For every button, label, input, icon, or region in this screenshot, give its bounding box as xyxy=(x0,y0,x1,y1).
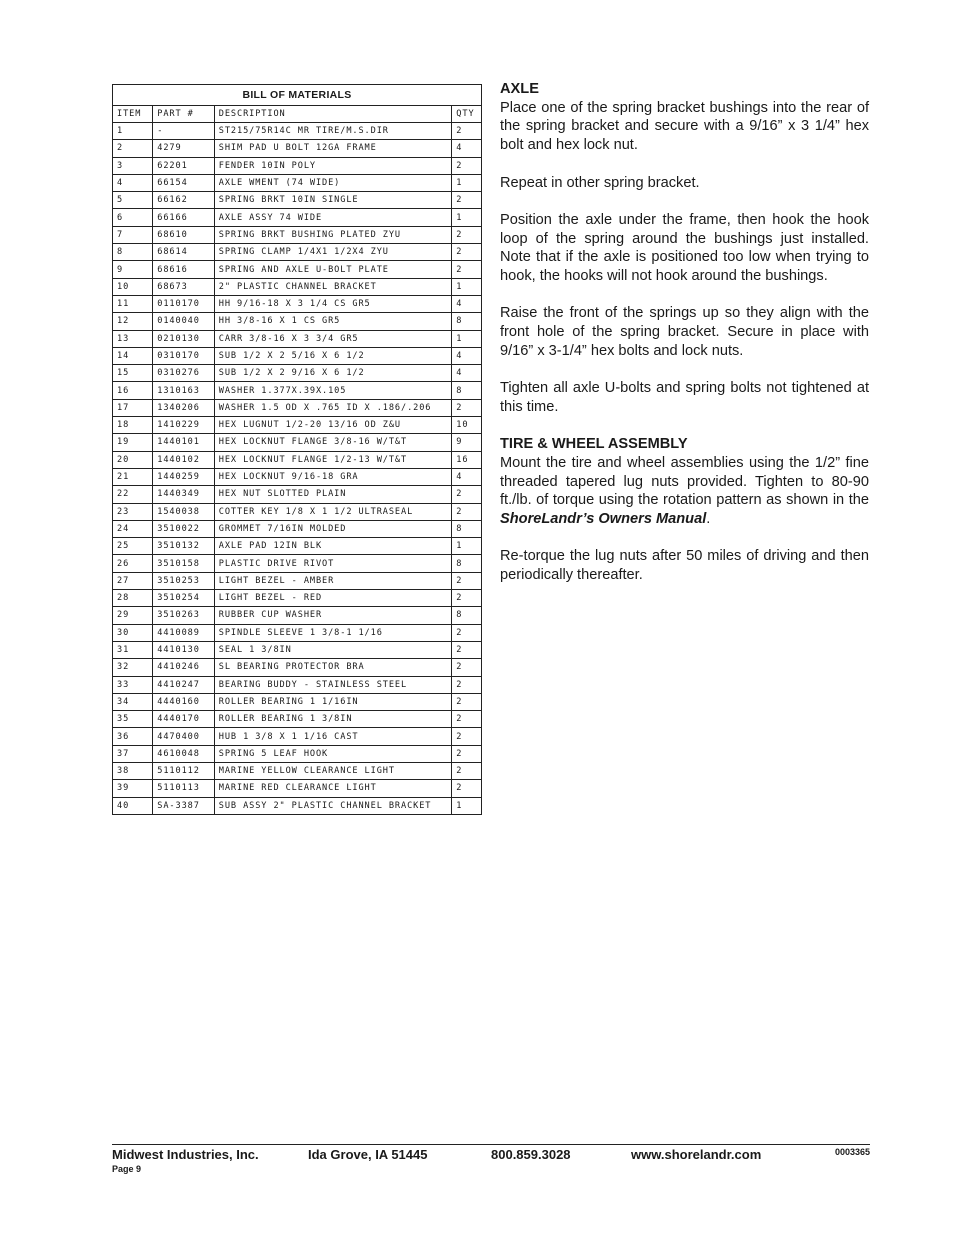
table-row xyxy=(113,728,482,745)
bom-cell-part: 1340206 xyxy=(153,399,215,416)
bom-cell-part: 3510158 xyxy=(153,555,215,572)
table-row xyxy=(113,174,482,191)
bom-cell-qty: 2 xyxy=(452,226,482,243)
bom-cell-description: AXLE PAD 12IN BLK xyxy=(214,538,452,555)
bom-cell-qty: 2 xyxy=(452,711,482,728)
bom-cell-qty: 2 xyxy=(452,728,482,745)
bom-cell-item: 17 xyxy=(113,399,153,416)
bom-cell-part: 5110112 xyxy=(153,762,215,779)
bom-cell-qty: 1 xyxy=(452,330,482,347)
bom-cell-description: HEX LOCKNUT FLANGE 3/8-16 W/T&T xyxy=(214,434,452,451)
bom-cell-description: WASHER 1.377X.39X.105 xyxy=(214,382,452,399)
bom-cell-item: 22 xyxy=(113,486,153,503)
bom-cell-qty: 8 xyxy=(452,313,482,330)
bom-cell-description: RUBBER CUP WASHER xyxy=(214,607,452,624)
bom-cell-description: SPRING 5 LEAF HOOK xyxy=(214,745,452,762)
tire-paragraph-1-text: Mount the tire and wheel assemblies using the 1/2” fine threaded tapered lug nuts provided. Tighten to 80-90 ft./lb. of torque using the rotation pattern as shown in the xyxy=(500,454,869,509)
bom-cell-qty: 8 xyxy=(452,555,482,572)
bom-cell-part: 4440170 xyxy=(153,711,215,728)
axle-paragraph-2: Repeat in other spring bracket. xyxy=(500,174,700,191)
bom-cell-part: 4610048 xyxy=(153,745,215,762)
footer-phone: 800.859.3028 xyxy=(491,1147,571,1162)
table-row xyxy=(113,607,482,624)
bom-title: BILL OF MATERIALS xyxy=(113,85,482,106)
bom-cell-description: BEARING BUDDY - STAINLESS STEEL xyxy=(214,676,452,693)
axle-paragraph-4: Raise the front of the springs up so they align with the front hole of the spring bracket. Secure in place with 9/16” x 3-1/4” hex bolts and lock nuts. xyxy=(500,305,869,359)
bom-cell-item: 36 xyxy=(113,728,153,745)
bom-cell-part: 4410247 xyxy=(153,676,215,693)
bom-cell-description: MARINE YELLOW CLEARANCE LIGHT xyxy=(214,762,452,779)
bom-cell-description: HH 3/8-16 X 1 CS GR5 xyxy=(214,313,452,330)
bom-header-qty: QTY xyxy=(452,106,482,123)
bom-cell-part: 4440160 xyxy=(153,693,215,710)
bom-cell-qty: 10 xyxy=(452,417,482,434)
bom-cell-description: ROLLER BEARING 1 1/16IN xyxy=(214,693,452,710)
table-row xyxy=(113,278,482,295)
bom-cell-description: SUB ASSY 2" PLASTIC CHANNEL BRACKET xyxy=(214,797,452,814)
bom-cell-part: 4410246 xyxy=(153,659,215,676)
bom-cell-description: HEX LOCKNUT 9/16-18 GRA xyxy=(214,468,452,485)
bom-cell-qty: 2 xyxy=(452,572,482,589)
bom-cell-part: SA-3387 xyxy=(153,797,215,814)
table-row xyxy=(113,641,482,658)
bom-cell-item: 37 xyxy=(113,745,153,762)
bom-cell-qty: 4 xyxy=(452,468,482,485)
bom-cell-qty: 2 xyxy=(452,261,482,278)
bom-cell-item: 21 xyxy=(113,468,153,485)
bom-cell-item: 33 xyxy=(113,676,153,693)
bom-cell-qty: 1 xyxy=(452,278,482,295)
bom-cell-description: ST215/75R14C MR TIRE/M.S.DIR xyxy=(214,123,452,140)
table-row xyxy=(113,659,482,676)
bom-cell-item: 25 xyxy=(113,538,153,555)
bom-cell-item: 38 xyxy=(113,762,153,779)
bom-cell-part: 62201 xyxy=(153,157,215,174)
bom-cell-qty: 2 xyxy=(452,123,482,140)
bom-cell-item: 23 xyxy=(113,503,153,520)
page-number: Page 9 xyxy=(112,1164,142,1174)
table-row xyxy=(113,140,482,157)
bom-cell-qty: 16 xyxy=(452,451,482,468)
bom-cell-item: 11 xyxy=(113,295,153,312)
bom-cell-part: 68610 xyxy=(153,226,215,243)
footer-website: www.shorelandr.com xyxy=(631,1147,762,1162)
bom-cell-part: 66154 xyxy=(153,174,215,191)
bom-cell-description: CARR 3/8-16 X 3 3/4 GR5 xyxy=(214,330,452,347)
tire-paragraph-1-end: . xyxy=(706,511,711,528)
bom-cell-item: 1 xyxy=(113,123,153,140)
bom-cell-description: SPINDLE SLEEVE 1 3/8-1 1/16 xyxy=(214,624,452,641)
bom-cell-item: 12 xyxy=(113,313,153,330)
table-row xyxy=(113,572,482,589)
table-row xyxy=(113,468,482,485)
table-row xyxy=(113,226,482,243)
table-row xyxy=(113,295,482,312)
bom-cell-part: 66162 xyxy=(153,192,215,209)
table-row xyxy=(113,624,482,641)
axle-paragraph-5: Tighten all axle U-bolts and spring bolts not tightened at this time. xyxy=(500,380,869,415)
bom-cell-qty: 2 xyxy=(452,399,482,416)
bom-cell-item: 6 xyxy=(113,209,153,226)
bom-cell-qty: 2 xyxy=(452,590,482,607)
bom-cell-item: 28 xyxy=(113,590,153,607)
bom-cell-description: AXLE ASSY 74 WIDE xyxy=(214,209,452,226)
footer-doc-code: 0003365 xyxy=(834,1147,870,1157)
owners-manual-reference: ShoreLandr’s Owners Manual xyxy=(500,511,707,528)
bom-cell-item: 29 xyxy=(113,607,153,624)
table-row xyxy=(113,762,482,779)
bom-cell-part: 0310170 xyxy=(153,347,215,364)
bill-of-materials-table xyxy=(112,84,482,815)
table-row xyxy=(113,365,482,382)
bom-cell-description: SUB 1/2 X 2 5/16 X 6 1/2 xyxy=(214,347,452,364)
footer-city: Ida Grove, IA 51445 xyxy=(308,1147,428,1162)
bom-cell-description: ROLLER BEARING 1 3/8IN xyxy=(214,711,452,728)
table-row xyxy=(113,693,482,710)
bom-header-description: DESCRIPTION xyxy=(214,106,452,123)
bom-cell-item: 30 xyxy=(113,624,153,641)
bom-cell-part: 3510022 xyxy=(153,520,215,537)
bom-cell-part: 3510254 xyxy=(153,590,215,607)
bom-cell-item: 5 xyxy=(113,192,153,209)
bom-cell-qty: 4 xyxy=(452,347,482,364)
bom-cell-qty: 1 xyxy=(452,797,482,814)
bom-cell-part: 1440102 xyxy=(153,451,215,468)
table-row xyxy=(113,486,482,503)
axle-paragraph-3: Position the axle under the frame, then hook the hook loop of the spring around the bushings just installed. Note that if the axle is positioned too low when trying to hook, the hooks will not hook around the bushings. xyxy=(500,211,869,284)
bom-cell-part: 3510263 xyxy=(153,607,215,624)
tire-paragraph-1 xyxy=(500,454,869,529)
bom-cell-description: HEX LOCKNUT FLANGE 1/2-13 W/T&T xyxy=(214,451,452,468)
bom-cell-description: GROMMET 7/16IN MOLDED xyxy=(214,520,452,537)
table-row xyxy=(113,382,482,399)
bom-cell-item: 13 xyxy=(113,330,153,347)
table-row xyxy=(113,192,482,209)
table-row xyxy=(113,313,482,330)
bom-cell-item: 26 xyxy=(113,555,153,572)
bom-cell-qty: 2 xyxy=(452,641,482,658)
bom-cell-description: SL BEARING PROTECTOR BRA xyxy=(214,659,452,676)
bom-cell-part: 3510253 xyxy=(153,572,215,589)
bom-cell-part: 1440259 xyxy=(153,468,215,485)
bom-cell-part: 5110113 xyxy=(153,780,215,797)
table-row xyxy=(113,711,482,728)
bom-cell-item: 4 xyxy=(113,174,153,191)
bom-cell-item: 2 xyxy=(113,140,153,157)
table-row xyxy=(113,590,482,607)
bom-cell-description: AXLE WMENT (74 WIDE) xyxy=(214,174,452,191)
bom-cell-item: 32 xyxy=(113,659,153,676)
bom-cell-description: SUB 1/2 X 2 9/16 X 6 1/2 xyxy=(214,365,452,382)
table-row xyxy=(113,676,482,693)
footer-rule xyxy=(112,1144,870,1145)
bom-cell-part: 68614 xyxy=(153,244,215,261)
bom-cell-qty: 2 xyxy=(452,486,482,503)
bom-cell-qty: 2 xyxy=(452,745,482,762)
table-row xyxy=(113,157,482,174)
bom-cell-qty: 4 xyxy=(452,140,482,157)
bom-cell-qty: 2 xyxy=(452,192,482,209)
bom-cell-qty: 1 xyxy=(452,538,482,555)
bom-cell-item: 35 xyxy=(113,711,153,728)
bom-cell-qty: 1 xyxy=(452,209,482,226)
bom-cell-description: SPRING BRKT 10IN SINGLE xyxy=(214,192,452,209)
table-row xyxy=(113,123,482,140)
table-row xyxy=(113,209,482,226)
bom-cell-description: SPRING AND AXLE U-BOLT PLATE xyxy=(214,261,452,278)
bom-cell-description: SPRING CLAMP 1/4X1 1/2X4 ZYU xyxy=(214,244,452,261)
table-row xyxy=(113,399,482,416)
bom-cell-qty: 2 xyxy=(452,659,482,676)
bom-cell-qty: 4 xyxy=(452,365,482,382)
bom-cell-item: 15 xyxy=(113,365,153,382)
bom-cell-item: 39 xyxy=(113,780,153,797)
bom-cell-item: 20 xyxy=(113,451,153,468)
bom-cell-qty: 2 xyxy=(452,244,482,261)
table-row xyxy=(113,244,482,261)
instructions-column xyxy=(500,80,869,585)
bom-cell-description: HUB 1 3/8 X 1 1/16 CAST xyxy=(214,728,452,745)
bom-cell-qty: 2 xyxy=(452,624,482,641)
bom-cell-description: SEAL 1 3/8IN xyxy=(214,641,452,658)
bom-header-part: PART # xyxy=(153,106,215,123)
bom-cell-item: 7 xyxy=(113,226,153,243)
bom-cell-item: 16 xyxy=(113,382,153,399)
bom-cell-qty: 1 xyxy=(452,174,482,191)
bom-cell-part: 1440349 xyxy=(153,486,215,503)
bom-cell-part: - xyxy=(153,123,215,140)
table-row xyxy=(113,503,482,520)
tire-paragraph-2: Re-torque the lug nuts after 50 miles of driving and then periodically thereafter. xyxy=(500,548,869,584)
bom-cell-part: 1410229 xyxy=(153,417,215,434)
table-row xyxy=(113,417,482,434)
bom-cell-description: MARINE RED CLEARANCE LIGHT xyxy=(214,780,452,797)
table-row xyxy=(113,347,482,364)
bom-cell-item: 3 xyxy=(113,157,153,174)
bom-cell-description: SPRING BRKT BUSHING PLATED ZYU xyxy=(214,226,452,243)
bom-cell-description: LIGHT BEZEL - RED xyxy=(214,590,452,607)
bom-cell-part: 0140040 xyxy=(153,313,215,330)
bom-cell-qty: 2 xyxy=(452,762,482,779)
table-row xyxy=(113,797,482,814)
bom-cell-item: 31 xyxy=(113,641,153,658)
bom-cell-item: 10 xyxy=(113,278,153,295)
bom-cell-item: 19 xyxy=(113,434,153,451)
bom-cell-description: PLASTIC DRIVE RIVOT xyxy=(214,555,452,572)
table-row xyxy=(113,451,482,468)
bom-cell-part: 4279 xyxy=(153,140,215,157)
bom-cell-part: 4410089 xyxy=(153,624,215,641)
table-row xyxy=(113,261,482,278)
table-row xyxy=(113,434,482,451)
table-row xyxy=(113,520,482,537)
footer-company: Midwest Industries, Inc. xyxy=(112,1147,259,1162)
bom-cell-item: 9 xyxy=(113,261,153,278)
bom-cell-description: HH 9/16-18 X 3 1/4 CS GR5 xyxy=(214,295,452,312)
bom-cell-item: 27 xyxy=(113,572,153,589)
bom-cell-part: 1310163 xyxy=(153,382,215,399)
bom-cell-qty: 8 xyxy=(452,382,482,399)
bom-cell-qty: 2 xyxy=(452,676,482,693)
bom-cell-description: FENDER 10IN POLY xyxy=(214,157,452,174)
bom-cell-qty: 9 xyxy=(452,434,482,451)
bom-cell-qty: 2 xyxy=(452,780,482,797)
bom-cell-item: 8 xyxy=(113,244,153,261)
bom-cell-part: 4410130 xyxy=(153,641,215,658)
bom-cell-qty: 4 xyxy=(452,295,482,312)
bom-cell-qty: 8 xyxy=(452,520,482,537)
bom-body xyxy=(113,123,482,815)
table-row xyxy=(113,780,482,797)
table-row xyxy=(113,538,482,555)
bom-cell-qty: 2 xyxy=(452,503,482,520)
bom-header-item: ITEM xyxy=(113,106,153,123)
bom-cell-part: 66166 xyxy=(153,209,215,226)
bom-cell-part: 4470400 xyxy=(153,728,215,745)
bom-cell-part: 0310276 xyxy=(153,365,215,382)
bom-cell-item: 34 xyxy=(113,693,153,710)
bom-cell-part: 1540038 xyxy=(153,503,215,520)
bom-cell-description: WASHER 1.5 OD X .765 ID X .186/.206 xyxy=(214,399,452,416)
bom-cell-item: 24 xyxy=(113,520,153,537)
tire-heading: TIRE & WHEEL ASSEMBLY xyxy=(500,436,688,453)
axle-heading: AXLE xyxy=(500,81,539,97)
bom-cell-item: 18 xyxy=(113,417,153,434)
bom-cell-part: 68673 xyxy=(153,278,215,295)
axle-paragraph-1: Place one of the spring bracket bushings into the rear of the spring bracket and secure with a 9/16” x 3 1/4” hex bolt and hex lock nut. xyxy=(500,99,869,154)
table-row xyxy=(113,745,482,762)
bom-cell-qty: 8 xyxy=(452,607,482,624)
bom-cell-part: 0210130 xyxy=(153,330,215,347)
bom-cell-item: 14 xyxy=(113,347,153,364)
bom-cell-description: COTTER KEY 1/8 X 1 1/2 ULTRASEAL xyxy=(214,503,452,520)
bom-cell-part: 3510132 xyxy=(153,538,215,555)
bom-cell-qty: 2 xyxy=(452,157,482,174)
bom-cell-description: SHIM PAD U BOLT 12GA FRAME xyxy=(214,140,452,157)
bom-cell-part: 0110170 xyxy=(153,295,215,312)
bom-cell-description: HEX NUT SLOTTED PLAIN xyxy=(214,486,452,503)
table-row xyxy=(113,555,482,572)
bom-cell-description: 2" PLASTIC CHANNEL BRACKET xyxy=(214,278,452,295)
bom-cell-description: HEX LUGNUT 1/2-20 13/16 OD Z&U xyxy=(214,417,452,434)
bom-cell-part: 1440101 xyxy=(153,434,215,451)
bom-cell-qty: 2 xyxy=(452,693,482,710)
bom-cell-item: 40 xyxy=(113,797,153,814)
bom-cell-part: 68616 xyxy=(153,261,215,278)
table-row xyxy=(113,330,482,347)
bom-cell-description: LIGHT BEZEL - AMBER xyxy=(214,572,452,589)
